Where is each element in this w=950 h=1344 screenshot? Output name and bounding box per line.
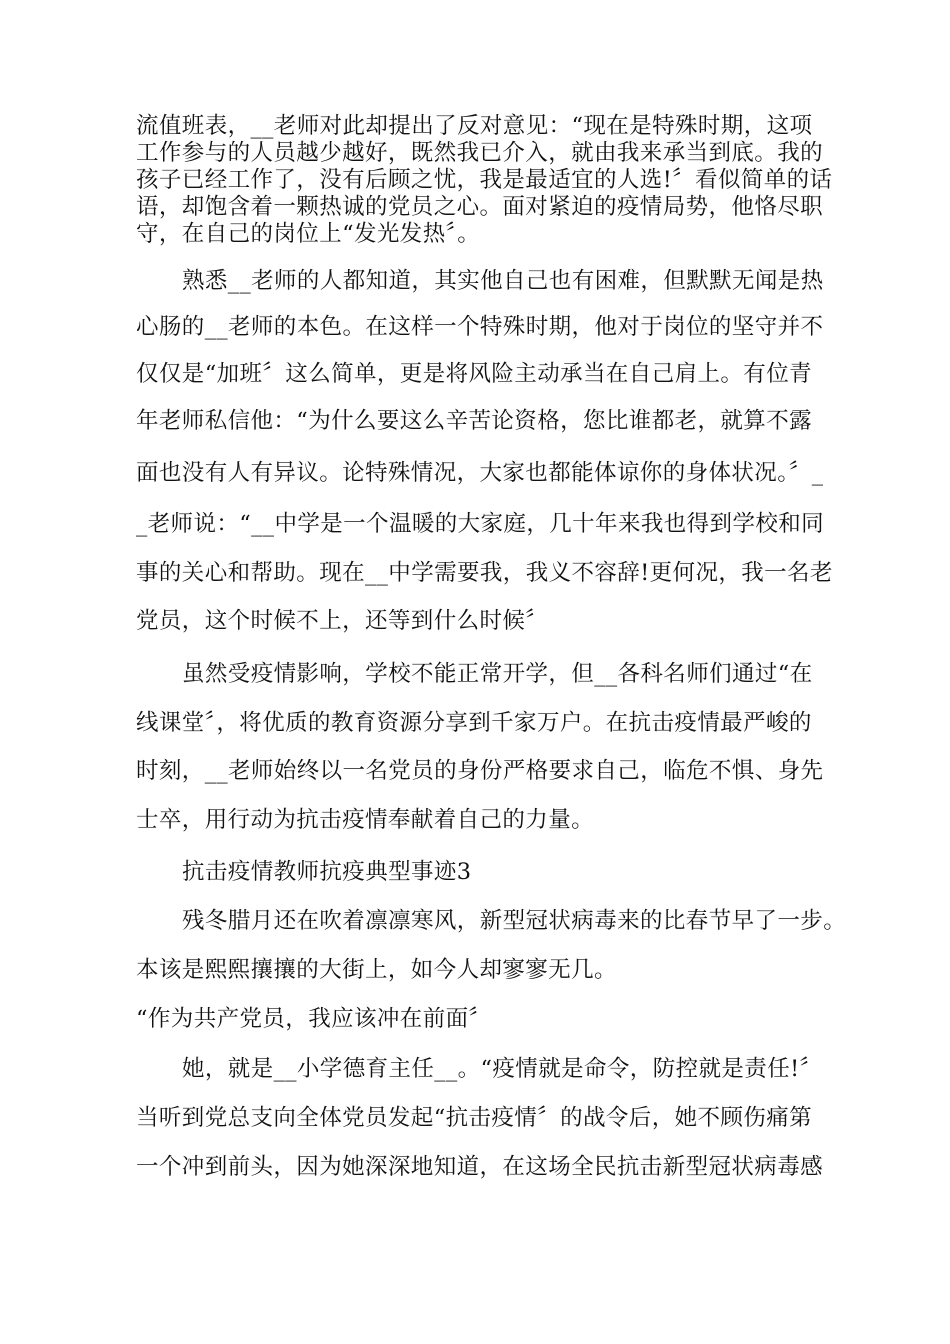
text-line: 工作参与的人员越少越好，既然我已介入，就由我来承当到底。我的 xyxy=(136,140,824,166)
text-line: 虽然受疫情影响，学校不能正常开学，但__各科名师们通过“在 xyxy=(182,661,813,687)
text-line: 流值班表，__老师对此却提出了反对意见：“现在是特殊时期，这项 xyxy=(136,113,813,139)
text-line: 孩子已经工作了，没有后顾之忧，我是最适宜的人选!〞看似简单的话 xyxy=(136,167,833,193)
text-line: 党员，这个时候不上，还等到什么时候〞 xyxy=(136,608,549,634)
text-line: 面也没有人有异议。论特殊情况，大家也都能体谅你的身体状况。〞_ xyxy=(136,460,824,486)
text-line: 士卒，用行动为抗击疫情奉献着自己的力量。 xyxy=(136,807,595,833)
text-line: 语，却饱含着一颗热诚的党员之心。面对紧迫的疫情局势，他恪尽职 xyxy=(136,194,824,220)
text-line: 残冬腊月还在吹着凛凛寒风，新型冠状病毒来的比春节早了一步。 xyxy=(182,908,847,934)
text-line: 本该是熙熙攘攘的大街上，如今人却寥寥无几。 xyxy=(136,957,617,983)
text-line: 熟悉__老师的人都知道，其实他自己也有困难，但默默无闻是热 xyxy=(182,268,824,294)
text-line: 事的关心和帮助。现在__中学需要我，我义不容辞!更何况，我一名老 xyxy=(136,560,833,586)
text-line: 心肠的__老师的本色。在这样一个特殊时期，他对于岗位的坚守并不 xyxy=(136,314,824,340)
text-line: _老师说：“__中学是一个温暖的大家庭，几十年来我也得到学校和同 xyxy=(136,511,825,537)
text-line: 一个冲到前头，因为她深深地知道，在这场全民抗击新型冠状病毒感 xyxy=(136,1154,824,1180)
quote-heading: “作为共产党员，我应该冲在前面〞 xyxy=(136,1006,492,1032)
text-line: 她，就是__小学德育主任__。“疫情就是命令，防控就是责任!〞 xyxy=(182,1056,823,1082)
text-line: 守，在自己的岗位上“发光发热〞。 xyxy=(136,221,481,247)
text-line: 时刻，__老师始终以一名党员的身份严格要求自己，临危不惧、身先 xyxy=(136,758,824,784)
text-line: 年老师私信他：“为什么要这么辛苦论资格，您比谁都老，就算不露 xyxy=(136,408,813,434)
text-line: 线课堂〞，将优质的教育资源分享到千家万户。在抗击疫情最严峻的 xyxy=(136,710,812,736)
text-line: 仅仅是“加班〞这么简单，更是将风险主动承当在自己肩上。有位青 xyxy=(136,361,813,387)
section-heading: 抗击疫情教师抗疫典型事迹3 xyxy=(182,859,472,885)
text-line: 当听到党总支向全体党员发起“抗击疫情〞的战令后，她不顾伤痛第 xyxy=(136,1105,813,1131)
